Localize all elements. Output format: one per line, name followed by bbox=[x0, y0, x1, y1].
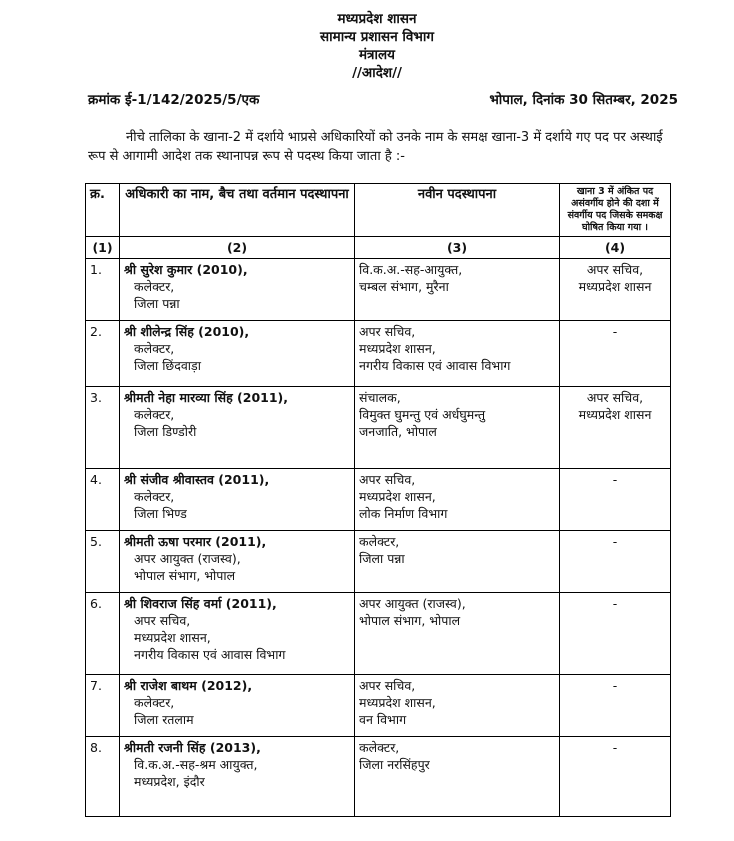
equivalent-post-line: - bbox=[612, 324, 618, 339]
serial-number: 7. bbox=[86, 675, 120, 737]
office-title: मंत्रालय bbox=[358, 47, 395, 63]
equivalent-post-line: मध्यप्रदेश शासन bbox=[578, 279, 652, 294]
equivalent-post-line: - bbox=[612, 472, 618, 487]
current-posting-line: भोपाल संभाग, भोपाल bbox=[134, 568, 236, 583]
intro-paragraph: नीचे तालिका के खाना-2 में दर्शाये भाप्रसे अधिकारियों को उनके नाम के समक्ष खाना-3 में दर्शाये गए पद पर अस्थाई रूप से आगामी आदेश तक स्थानापन्न रूप से पदस्थ किया जाता है :- bbox=[88, 130, 663, 164]
new-posting-line: अपर सचिव, bbox=[359, 472, 416, 487]
equivalent-post-cell bbox=[560, 469, 671, 531]
col-num: (3) bbox=[355, 237, 560, 259]
new-posting-cell bbox=[355, 469, 560, 531]
new-posting-line: नगरीय विकास एवं आवास विभाग bbox=[359, 358, 511, 373]
new-posting-line: भोपाल संभाग, भोपाल bbox=[359, 613, 461, 628]
new-posting-line: मध्यप्रदेश शासन, bbox=[359, 489, 436, 504]
serial-number: 3. bbox=[86, 387, 120, 469]
department-title: सामान्य प्रशासन विभाग bbox=[320, 29, 434, 45]
current-posting-line: वि.क.अ.-सह-श्रम आयुक्त, bbox=[134, 757, 258, 772]
document-header bbox=[0, 10, 734, 82]
posting-table bbox=[85, 183, 671, 817]
col-header-officer: अधिकारी का नाम, बैच तथा वर्तमान पदस्थापना bbox=[120, 184, 355, 237]
current-posting-line: अपर आयुक्त (राजस्व), bbox=[134, 551, 241, 566]
new-posting-cell bbox=[355, 259, 560, 321]
officer-name: श्री सुरेश कुमार (2010), bbox=[124, 262, 248, 277]
table-row bbox=[86, 469, 671, 531]
current-posting-line: जिला डिण्डोरी bbox=[134, 424, 197, 439]
col-num: (1) bbox=[86, 237, 120, 259]
officer-cell bbox=[120, 469, 355, 531]
serial-number: 8. bbox=[86, 737, 120, 817]
current-posting-line: मध्यप्रदेश, इंदौर bbox=[134, 774, 205, 789]
col-header-new-posting: नवीन पदस्थापना bbox=[355, 184, 560, 237]
officer-cell bbox=[120, 593, 355, 675]
equivalent-post-line: अपर सचिव, bbox=[586, 390, 644, 405]
equivalent-post-cell bbox=[560, 737, 671, 817]
officer-name: श्री शीलेन्द्र सिंह (2010), bbox=[124, 324, 250, 339]
officer-cell bbox=[120, 675, 355, 737]
new-posting-line: जनजाति, भोपाल bbox=[359, 424, 437, 439]
new-posting-line: कलेक्टर, bbox=[359, 534, 400, 549]
officer-name: श्रीमती रजनी सिंह (2013), bbox=[124, 740, 261, 755]
table-row bbox=[86, 593, 671, 675]
table-row bbox=[86, 387, 671, 469]
table-row bbox=[86, 259, 671, 321]
new-posting-cell bbox=[355, 387, 560, 469]
col-num: (4) bbox=[560, 237, 671, 259]
serial-number: 5. bbox=[86, 531, 120, 593]
new-posting-line: अपर आयुक्त (राजस्व), bbox=[359, 596, 466, 611]
new-posting-line: वन विभाग bbox=[359, 712, 407, 727]
equivalent-post-cell bbox=[560, 675, 671, 737]
place-date: भोपाल, दिनांक 30 सितम्बर, 2025 bbox=[489, 92, 678, 108]
equivalent-post-line: - bbox=[612, 678, 618, 693]
officer-cell bbox=[120, 321, 355, 387]
new-posting-line: मध्यप्रदेश शासन, bbox=[359, 341, 436, 356]
current-posting-line: जिला रतलाम bbox=[134, 712, 194, 727]
serial-number: 4. bbox=[86, 469, 120, 531]
col-num: (2) bbox=[120, 237, 355, 259]
equivalent-post-line: - bbox=[612, 740, 618, 755]
new-posting-line: जिला नरसिंहपुर bbox=[359, 757, 430, 772]
equivalent-post-cell bbox=[560, 259, 671, 321]
column-number-row bbox=[86, 237, 671, 259]
new-posting-line: लोक निर्माण विभाग bbox=[359, 506, 448, 521]
new-posting-cell bbox=[355, 531, 560, 593]
new-posting-line: वि.क.अ.-सह-आयुक्त, bbox=[359, 262, 463, 277]
equivalent-post-line: मध्यप्रदेश शासन bbox=[578, 407, 652, 422]
new-posting-line: अपर सचिव, bbox=[359, 324, 416, 339]
reference-line bbox=[88, 90, 678, 108]
current-posting-line: जिला भिण्ड bbox=[134, 506, 187, 521]
officer-name: श्री संजीव श्रीवास्तव (2011), bbox=[124, 472, 270, 487]
col-header-equivalent: खाना 3 में अंकित पद असंवर्गीय होने की दशा में संवर्गीय पद जिसके समकक्ष घोषित किया गया । bbox=[560, 184, 671, 237]
current-posting-line: कलेक्टर, bbox=[134, 407, 175, 422]
current-posting-line: कलेक्टर, bbox=[134, 695, 175, 710]
govt-title: मध्यप्रदेश शासन bbox=[337, 11, 417, 27]
serial-number: 6. bbox=[86, 593, 120, 675]
officer-cell bbox=[120, 531, 355, 593]
officer-cell bbox=[120, 259, 355, 321]
equivalent-post-cell bbox=[560, 593, 671, 675]
equivalent-post-cell bbox=[560, 531, 671, 593]
officer-cell bbox=[120, 387, 355, 469]
officer-name: श्रीमती नेहा मारव्या सिंह (2011), bbox=[124, 390, 289, 405]
equivalent-post-line: - bbox=[612, 596, 618, 611]
table-row bbox=[86, 531, 671, 593]
officer-cell bbox=[120, 737, 355, 817]
new-posting-line: संचालक, bbox=[359, 390, 401, 405]
current-posting-line: कलेक्टर, bbox=[134, 279, 175, 294]
current-posting-line: अपर सचिव, bbox=[134, 613, 191, 628]
equivalent-post-line: - bbox=[612, 534, 618, 549]
new-posting-cell bbox=[355, 593, 560, 675]
current-posting-line: जिला छिंदवाड़ा bbox=[134, 358, 201, 373]
current-posting-line: जिला पन्ना bbox=[134, 296, 180, 311]
current-posting-line: कलेक्टर, bbox=[134, 341, 175, 356]
new-posting-line: विमुक्त घुमन्तु एवं अर्धघुमन्तु bbox=[359, 407, 486, 422]
officer-name: श्री शिवराज सिंह वर्मा (2011), bbox=[124, 596, 277, 611]
new-posting-line: जिला पन्ना bbox=[359, 551, 405, 566]
serial-number: 1. bbox=[86, 259, 120, 321]
table-row bbox=[86, 675, 671, 737]
equivalent-post-cell bbox=[560, 387, 671, 469]
equivalent-post-line: अपर सचिव, bbox=[586, 262, 644, 277]
doc-type: //आदेश// bbox=[352, 65, 402, 81]
equivalent-post-cell bbox=[560, 321, 671, 387]
officer-name: श्री राजेश बाथम (2012), bbox=[124, 678, 253, 693]
new-posting-line: कलेक्टर, bbox=[359, 740, 400, 755]
serial-number: 2. bbox=[86, 321, 120, 387]
order-number: क्रमांक ई-1/142/2025/5/एक bbox=[88, 92, 260, 108]
current-posting-line: नगरीय विकास एवं आवास विभाग bbox=[134, 647, 286, 662]
new-posting-line: मध्यप्रदेश शासन, bbox=[359, 695, 436, 710]
col-header-sr: क्र. bbox=[86, 184, 120, 237]
new-posting-cell bbox=[355, 321, 560, 387]
new-posting-cell bbox=[355, 675, 560, 737]
new-posting-cell bbox=[355, 737, 560, 817]
officer-name: श्रीमती ऊषा परमार (2011), bbox=[124, 534, 267, 549]
new-posting-line: चम्बल संभाग, मुरैना bbox=[359, 279, 449, 294]
current-posting-line: मध्यप्रदेश शासन, bbox=[134, 630, 211, 645]
table-row bbox=[86, 737, 671, 817]
new-posting-line: अपर सचिव, bbox=[359, 678, 416, 693]
header-row bbox=[86, 184, 671, 237]
table-row bbox=[86, 321, 671, 387]
current-posting-line: कलेक्टर, bbox=[134, 489, 175, 504]
